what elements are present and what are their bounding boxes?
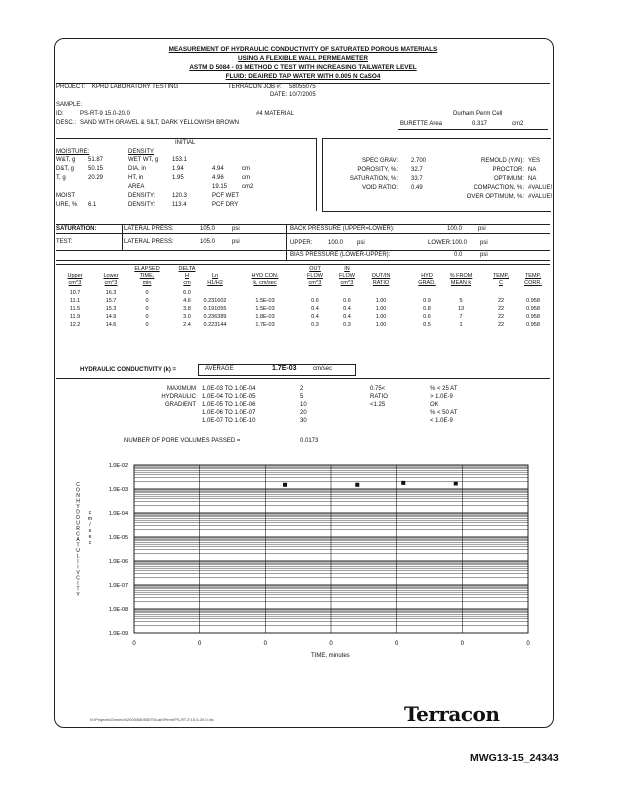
table-cell: 0.6 [343,298,351,304]
x-axis-label: TIME, minutes [311,653,350,659]
table-cell: 0.231602 [203,298,227,304]
criteria-cell: 2 [300,386,304,392]
table-header: ELAPSED [134,266,160,272]
y-unit-letter: / [89,522,91,528]
desc-label: DESC.: [56,120,77,126]
x-tick-label: 0 [197,641,202,647]
initial-cell: D&T, g [56,166,75,172]
y-axis-letter: C [76,482,80,488]
y-axis-letter: U [76,548,80,554]
table-header: cm [183,280,191,286]
table-cell: 0.4 [311,306,319,312]
y-axis-letter: L [76,553,80,560]
average-unit: cm/sec [313,366,333,372]
table-cell: 1.8E-03 [255,314,275,320]
table-cell: 22 [497,322,505,328]
y-axis-letter: O [76,487,80,494]
table-cell: 0.236389 [203,314,227,320]
table-header: TEMP. [524,273,542,279]
y-tick-label: 1.0E-02 [108,463,128,469]
lower-value: 100.0 [452,240,468,246]
density-label: DENSITY [128,149,155,155]
table-cell: 1.7E-03 [255,322,275,328]
table-header: IN [344,266,350,272]
criteria-cell: 5 [300,394,304,400]
initial-cell: MOIST [56,193,75,199]
table-header: OUT/IN [371,273,391,279]
y-tick-label: 1.0E-06 [108,559,128,565]
y-tick-label: 1.0E-05 [108,535,128,541]
criteria-cell: 1.0E-03 TO 1.0E-04 [202,386,256,392]
document-id: MWG13-15_24343 [470,752,559,764]
initial-cell: cm [242,166,250,172]
initial-cell: cm2 [242,184,254,190]
lower-label: LOWER: [428,240,452,246]
table-cell: 0.3 [311,322,319,328]
table-cell: 1.5E-03 [255,298,275,304]
table-cell: 0.4 [343,314,351,320]
table-cell: 6.0 [183,290,191,296]
material-value: #4 MATERIAL [256,111,294,117]
prop-label: SPEC GRAV: [361,158,398,164]
x-tick-label: 0 [263,641,268,647]
criteria-cell: RATIO [370,394,388,400]
test-label: TEST: [56,239,73,245]
prop-label-2: OPTIMUM: [494,176,524,182]
table-cell: 0.4 [311,314,319,320]
table-header: % FROM [449,273,473,279]
y-axis-letter: U [76,520,80,527]
lateral-test-label: LATERAL PRESS: [124,239,174,245]
y-axis-letter: V [76,570,80,576]
table-header: TEMP, [492,273,510,279]
title-line-2: USING A FLEXIBLE WALL PERMEAMETER [237,55,369,62]
table-cell: 0.9 [423,298,431,304]
table-header: TIME, [139,273,155,279]
y-axis-letter: T [76,542,80,549]
y-axis-letter: T [76,586,80,593]
criteria-cell: 1.0E-04 TO 1.0E-05 [202,394,256,400]
saturation-label: SATURATION: [56,226,97,232]
title-line-4: FLUID: DEAIRED TAP WATER WITH 0.005 N CaSO4 [225,73,381,80]
table-header: min [142,280,152,286]
initial-cell: WET WT, g [128,157,159,163]
table-cell: 1.00 [375,306,387,312]
table-header: H [185,273,189,279]
y-tick-label: 1.0E-03 [108,487,128,493]
y-unit-letter: m [87,516,93,522]
table-cell: 0.958 [526,322,540,328]
criteria-cell: % < 25 AT [430,386,458,392]
y-axis-letter: H [76,498,80,505]
initial-cell: DENSITY: [128,202,156,208]
prop-value: 2.700 [411,158,427,164]
average-label: AVERAGE [205,366,234,372]
table-header: DELTA [178,266,196,272]
prop-label-2: OVER OPTIMUM, %: [466,194,524,200]
prop-label: SATURATION, %: [349,176,398,182]
upper-label: UPPER: [290,240,313,246]
data-point [401,481,405,485]
file-path: N:\Projects\Geotech\2005\58055075\Lab\Perm\PS-RT-9 15.0-20.0.xls [90,717,214,722]
initial-cell: T, g [56,175,66,181]
table-cell: 0 [145,290,149,296]
prop-value-2: #VALUE! [528,194,553,200]
table-cell: 15.7 [105,298,117,304]
criteria-cell: OK [430,402,439,408]
table-cell: 16.3 [105,290,117,296]
initial-cell: 4.94 [212,166,224,172]
prop-label-2: REMOLD (Y/N): [480,158,524,164]
x-tick-label: 0 [329,641,333,647]
average-value: 1.7E-03 [272,365,297,372]
bias-label: BIAS PRESSURE (LOWER-UPPER): [290,252,391,258]
data-point [454,481,458,485]
prop-value: 33.7 [411,176,423,182]
lateral-sat-label: LATERAL PRESS: [124,226,174,232]
desc-value: SAND WITH GRAVEL & SILT, DARK YELLOWISH BROWN [80,120,240,126]
criteria-cell: 1.0E-07 TO 1.0E-10 [202,418,256,424]
y-axis-letter: C [76,575,80,582]
initial-cell: 113.4 [172,202,187,208]
initial-cell: DIA, in [128,166,147,172]
table-cell: 0.958 [526,306,540,312]
table-cell: 22 [497,314,505,320]
table-header: FLOW [339,273,355,279]
prop-label: POROSITY, %: [357,167,398,173]
project-label: PROJECT: [56,84,86,90]
table-cell: 7 [459,314,463,320]
table-header: GRAD. [418,280,436,286]
y-axis-letter: Y [76,592,80,598]
data-point [283,483,287,487]
table-cell: 4.6 [183,298,191,304]
table-header: FLOW [307,273,323,279]
criteria-label: HYDRAULIC [161,394,196,400]
table-header: Ln [211,273,219,279]
moisture-label: MOISTURE: [56,149,90,155]
table-header: H1/H2 [207,280,223,286]
psi-1: psi [232,226,240,232]
psi-5: psi [480,240,488,246]
y-tick-label: 1.0E-04 [108,511,128,517]
table-cell: 14.9 [105,314,117,320]
psi-4: psi [357,240,365,246]
initial-cell: 120.3 [172,193,188,199]
y-axis-letter: D [76,509,80,516]
criteria-label: GRADIENT [164,402,196,408]
table-cell: 3.0 [183,314,191,320]
title-line-3: ASTM D 5084 - 03 METHOD C TEST WITH INCREASING TAILWATER LEVEL [189,64,417,71]
table-cell: 0.6 [311,298,319,304]
table-cell: 0.6 [423,314,431,320]
initial-cell: cm [242,175,250,181]
table-cell: 15.3 [105,306,117,312]
pore-volumes-value: 0.0173 [300,438,319,444]
prop-value-2: NA [528,167,537,173]
initial-cell: 6.1 [88,202,97,208]
y-tick-label: 1.0E-09 [108,631,128,637]
initial-cell: 1.94 [172,166,184,172]
upper-value: 100.0 [328,240,344,246]
table-header: Upper [67,273,83,279]
pore-volumes-label: NUMBER OF PORE VOLUMES PASSED = [124,438,241,444]
table-cell: 12.2 [69,322,81,328]
x-tick-label: 0 [460,641,465,647]
prop-label-2: COMPACTION, %: [473,185,524,191]
table-header: C [499,280,503,286]
initial-cell: 50.15 [88,166,104,172]
y-unit-letter: c [88,510,92,516]
table-cell: 22 [497,306,505,312]
initial-cell: PCF WET [212,193,239,199]
initial-cell: 51.87 [88,157,104,163]
table-cell: 0.958 [526,314,540,320]
prop-value-2: NA [528,176,537,182]
job-label: TERRACON JOB #: [228,84,282,90]
criteria-cell: > 1.0E-9 [430,394,453,400]
psi-6: psi [480,252,488,258]
y-axis-letter: I [77,581,79,587]
y-axis-letter: R [76,526,80,532]
table-cell: 0 [145,306,149,312]
y-axis-letter: C [76,531,80,538]
criteria-cell: 10 [300,402,307,408]
x-tick-label: 0 [526,641,530,647]
initial-cell: 19.15 [212,184,228,190]
table-header: HYD [421,273,433,279]
criteria-cell: < 1.0E-9 [430,418,453,424]
initial-title: INITIAL [175,140,196,146]
table-cell: 0 [145,298,149,304]
id-value: PS-RT-9 15.0-20.0 [80,111,130,117]
psi-2: psi [478,226,486,232]
table-cell: 0.958 [526,298,540,304]
y-unit-letter: c [88,540,92,546]
burette-value: 0.317 [472,121,488,127]
initial-cell: URE, % [56,202,78,208]
table-cell: 1.00 [375,322,387,328]
project-value: KPRD LABORATORY TESTING [92,84,179,90]
y-axis-letter: D [76,515,80,521]
title-line-1: MEASUREMENT OF HYDRAULIC CONDUCTIVITY OF SATURATED POROUS MATERIALS [168,46,438,53]
criteria-cell: 1.0E-05 TO 1.0E-06 [202,402,256,408]
table-cell: 0 [145,322,149,328]
back-pressure-label: BACK PRESSURE (UPPER=LOWER): [290,226,395,232]
table-cell: 0 [145,314,149,320]
table-cell: 11.9 [69,314,81,320]
table-cell: 13 [457,306,465,312]
table-cell: 11.5 [69,306,81,312]
burette-unit: cm2 [512,121,524,127]
y-axis-letter: Y [76,504,80,510]
data-point [355,483,359,487]
back-pressure-value: 100.0 [447,226,463,232]
prop-label-2: PROCTOR: [492,167,524,173]
table-header: OUT [309,266,321,272]
table-cell: 0.4 [343,306,351,312]
table-cell: 0.223144 [203,322,227,328]
table-header: HYD CON. [251,273,279,279]
table-cell: 5 [459,298,463,304]
initial-cell: HT, in [128,175,144,181]
prop-value: 32.7 [411,167,423,173]
table-cell: 2.4 [183,322,191,328]
sample-label: SAMPLE: [56,102,83,108]
table-cell: 1.00 [375,298,387,304]
prop-label: VOID RATIO: [362,185,398,191]
perm-cell-label: Durham Perm Cell [453,111,503,117]
criteria-cell: 0.75< [370,386,386,392]
table-header: cm^3 [68,280,82,286]
job-value: 58055075 [289,84,316,90]
id-label: ID: [56,111,64,117]
table-header: k, cm/sec [253,280,277,286]
table-cell: 11.1 [69,298,81,304]
table-cell: 10.7 [69,290,81,296]
initial-cell: 1.95 [172,175,184,181]
lateral-sat-value: 105.0 [200,226,216,232]
prop-value-2: #VALUE! [528,185,553,191]
y-axis-letter: N [76,493,80,499]
hydraulic-label: HYDRAULIC CONDUCTIVITY (k) = [80,367,177,373]
y-tick-label: 1.0E-07 [108,583,128,589]
psi-3: psi [232,239,240,245]
table-header: Lower [103,273,119,279]
criteria-cell: 1.0E-06 TO 1.0E-07 [202,410,256,416]
table-header: RATIO [372,280,390,286]
prop-value-2: YES [528,158,541,164]
table-cell: 14.6 [105,322,117,328]
terracon-logo: Terracon [404,702,500,726]
bias-value: 0.0 [454,252,463,258]
table-cell: 1.00 [375,314,387,320]
y-unit-letter: e [88,534,92,540]
initial-cell: AREA [128,184,145,190]
burette-label: BURETTE Area [400,121,443,127]
table-header: cm^3 [104,280,118,286]
criteria-cell: <1.25 [370,402,386,408]
initial-cell: 153.1 [172,157,188,163]
initial-cell: 4.96 [212,175,224,181]
table-header: cm^3 [340,280,354,286]
initial-cell: PCF DRY [212,202,239,208]
table-cell: 0.5 [423,322,431,328]
table-cell: 0.191055 [203,306,227,312]
initial-cell: DENSITY: [128,193,156,199]
x-tick-label: 0 [394,641,399,647]
table-cell: 0.3 [343,322,351,328]
initial-cell: 20.29 [88,175,104,181]
x-tick-label: 0 [132,641,136,647]
table-cell: 1.5E-03 [255,306,275,312]
date-value: 10/7/2005 [289,92,316,98]
table-cell: 3.8 [183,306,191,312]
criteria-label: MAXIMUM [167,386,196,392]
table-cell: 0.8 [423,306,431,312]
y-axis-letter: I [77,564,79,571]
y-axis-letter: I [77,559,79,565]
y-axis-letter: A [76,537,80,543]
table-cell: 22 [497,298,505,304]
date-label: DATE: [270,92,288,98]
y-tick-label: 1.0E-08 [108,607,128,613]
lateral-test-value: 105.0 [200,239,216,245]
criteria-cell: 30 [300,418,307,424]
initial-cell: W&T, g [56,157,76,163]
prop-value: 0.49 [411,185,423,191]
table-cell: 1 [459,322,463,328]
criteria-cell: 20 [300,410,307,416]
table-header: cm^3 [308,280,322,286]
y-unit-letter: s [88,528,92,534]
table-header: CORR. [524,280,542,286]
criteria-cell: % < 50 AT [430,410,458,416]
table-header: MEAN k [450,280,472,286]
